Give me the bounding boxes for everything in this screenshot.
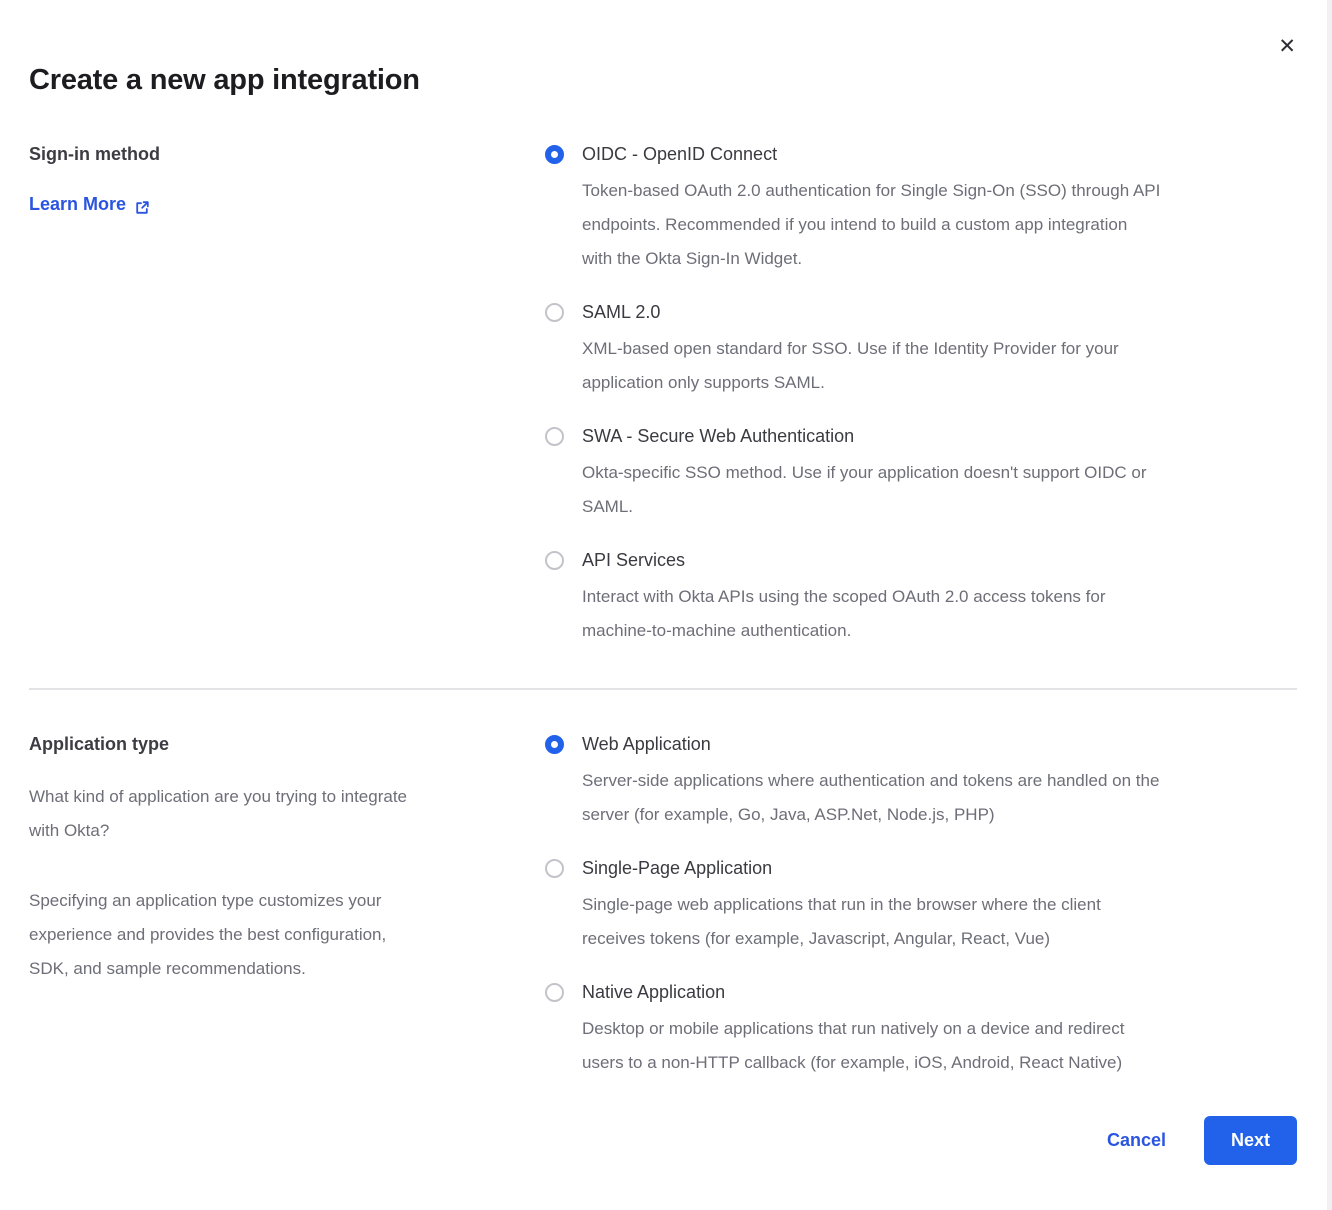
external-link-icon: [135, 197, 150, 212]
option-swa-label[interactable]: SWA - Secure Web Authentication: [582, 426, 855, 446]
option-single-page-application[interactable]: [545, 856, 1260, 956]
radio-native-application[interactable]: [545, 983, 564, 1002]
radio-single-page-application[interactable]: [545, 859, 564, 878]
option-oidc[interactable]: [545, 142, 1260, 276]
close-icon[interactable]: ✕: [1278, 35, 1296, 58]
option-api-services-label[interactable]: API Services: [582, 550, 686, 570]
option-oidc-body: [582, 142, 1260, 276]
option-web-application-label[interactable]: Web Application: [582, 734, 711, 754]
description-line: machine-to-machine authentication.: [582, 621, 852, 640]
description-line: XML-based open standard for SSO. Use if the Identity Provider for your: [582, 339, 1119, 358]
option-api-services-description: [582, 580, 1260, 648]
description-line: SAML.: [582, 497, 634, 516]
option-swa[interactable]: [545, 424, 1260, 524]
description-line: endpoints. Recommended if you intend to build a custom app integration: [582, 215, 1128, 234]
description-line: with Okta?: [29, 821, 110, 840]
option-native-application-description: [582, 1012, 1260, 1080]
description-line: Okta-specific SSO method. Use if your application doesn't support OIDC or: [582, 463, 1147, 482]
application-type-options: [545, 732, 1260, 1080]
option-web-application-description: [582, 764, 1260, 832]
option-saml[interactable]: [545, 300, 1260, 400]
description-line: server (for example, Go, Java, ASP.Net, Node.js, PHP): [582, 805, 995, 824]
application-type-section: [29, 732, 1297, 1080]
description-line: receives tokens (for example, Javascript, Angular, React, Vue): [582, 929, 1051, 948]
description-line: What kind of application are you trying to integrate: [29, 787, 407, 806]
option-single-page-application-label[interactable]: Single-Page Application: [582, 858, 773, 878]
option-native-application-label[interactable]: Native Application: [582, 982, 726, 1002]
option-oidc-description: [582, 174, 1260, 276]
option-api-services-body: [582, 548, 1260, 648]
description-line: SDK, and sample recommendations.: [29, 959, 306, 978]
radio-api-services[interactable]: [545, 551, 564, 570]
description-line: Token-based OAuth 2.0 authentication for Single Sign-On (SSO) through API: [582, 181, 1161, 200]
option-api-services[interactable]: [545, 548, 1260, 648]
dialog-footer: [29, 1116, 1297, 1165]
option-single-page-application-description: [582, 888, 1260, 956]
description-line: Specifying an application type customizes your: [29, 891, 382, 910]
application-type-detail: [29, 884, 505, 986]
option-native-application-body: [582, 980, 1260, 1080]
page-title: Create a new app integration: [29, 64, 420, 96]
description-line: Single-page web applications that run in the browser where the client: [582, 895, 1101, 914]
option-swa-body: [582, 424, 1260, 524]
option-swa-description: [582, 456, 1260, 524]
option-single-page-application-body: [582, 856, 1260, 956]
option-saml-description: [582, 332, 1260, 400]
description-line: with the Okta Sign-In Widget.: [582, 249, 803, 268]
option-web-application-body: [582, 732, 1260, 832]
description-line: Desktop or mobile applications that run natively on a device and redirect: [582, 1019, 1125, 1038]
description-line: users to a non-HTTP callback (for example, iOS, Android, React Native): [582, 1053, 1123, 1072]
signin-method-section: [29, 142, 1297, 648]
description-line: experience and provides the best configuration,: [29, 925, 387, 944]
radio-saml[interactable]: [545, 303, 564, 322]
page-edge-strip: [1327, 0, 1332, 1210]
option-saml-label[interactable]: SAML 2.0: [582, 302, 661, 322]
description-line: Interact with Okta APIs using the scoped OAuth 2.0 access tokens for: [582, 587, 1106, 606]
radio-web-application[interactable]: [545, 735, 564, 754]
learn-more-link[interactable]: [29, 192, 150, 216]
application-type-left-column: [29, 732, 545, 986]
option-oidc-label[interactable]: OIDC - OpenID Connect: [582, 144, 778, 164]
signin-method-left-column: [29, 142, 545, 216]
application-type-label: Application type: [29, 734, 170, 754]
signin-method-label: Sign-in method: [29, 144, 160, 164]
learn-more-label: Learn More: [29, 194, 127, 214]
option-native-application[interactable]: [545, 980, 1260, 1080]
next-button[interactable]: Next: [1204, 1116, 1297, 1165]
application-type-intro: [29, 780, 505, 848]
section-divider: [29, 688, 1297, 690]
cancel-button[interactable]: Cancel: [1106, 1130, 1166, 1150]
description-line: Server-side applications where authentication and tokens are handled on the: [582, 771, 1160, 790]
radio-oidc[interactable]: [545, 145, 564, 164]
option-saml-body: [582, 300, 1260, 400]
signin-method-options: [545, 142, 1260, 648]
description-line: application only supports SAML.: [582, 373, 825, 392]
option-web-application[interactable]: [545, 732, 1260, 832]
radio-swa[interactable]: [545, 427, 564, 446]
